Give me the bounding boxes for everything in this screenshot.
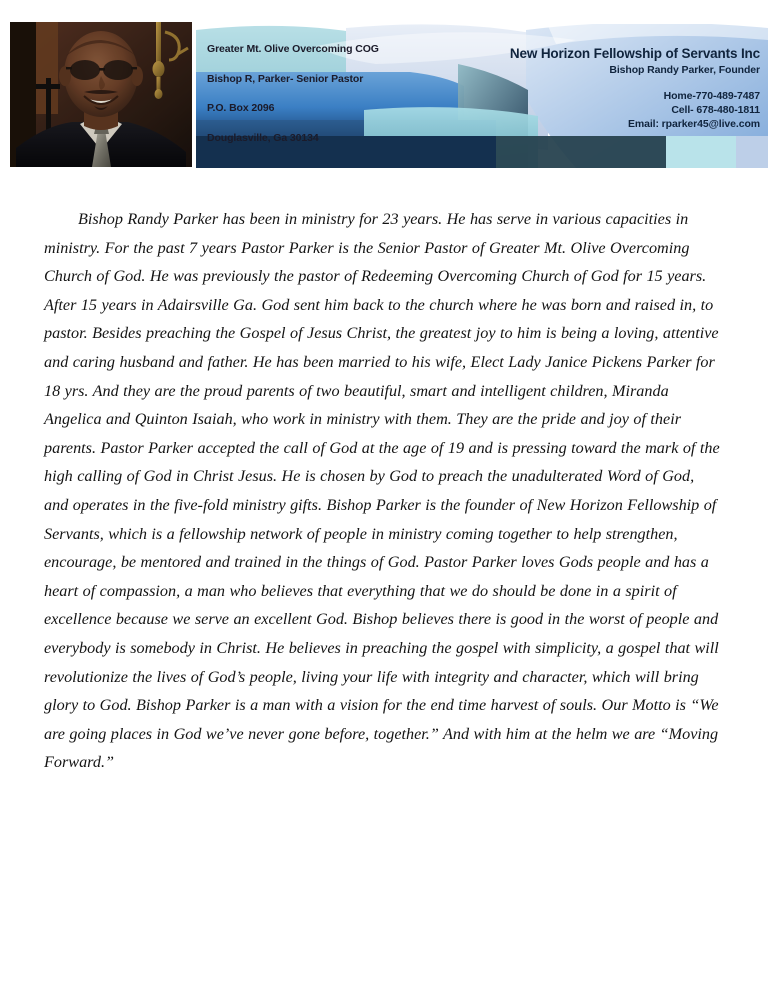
fellowship-contact-block [430, 46, 760, 132]
letterhead-text-layer [196, 24, 768, 168]
email-address[interactable]: Email: rparker45@live.com [627, 117, 760, 130]
bishop-portrait-photo [10, 22, 192, 167]
church-name: Greater Mt. Olive Overcoming COG [207, 43, 379, 55]
church-address-block [207, 44, 467, 162]
city-state-zip-line: Douglasville, Ga 30134 [207, 131, 319, 144]
letterhead-header [0, 22, 768, 168]
biography-paragraph: Bishop Randy Parker has been in ministry for 23 years. He has serve in various capacities in ministry. For the past 7 years Pastor Parker is the Senior Pastor of Greater Mt. Olive Overcoming Church of God. He was previously the pastor of Redeeming Overcoming Church of God for 15 years. After 15 years in Adairsville Ga. God sent him back to the church where he was born and raised in, to pastor. Besides preaching the Gospel of Jesus Christ, the greatest joy to him is being a loving, attentive and caring husband and father. He has been married to his wife, Elect Lady Janice Pickens Parker for 18 yrs. And they are the proud parents of two beautiful, smart and intelligent children, Miranda Angelica and Quinton Isaiah, who work in ministry with them. They are the pride and joy of their parents. Pastor Parker accepted the call of God at the age of 19 and is pressing toward the mark of the high calling of God in Christ Jesus. He is chosen by God to preach the unadulterated Word of God, and operates in the five-fold ministry gifts. Bishop Parker is the founder of New Horizon Fellowship of Servants, which is a fellowship network of people in ministry coming together to help strengthen, encourage, be mentored and trained in the things of God. Pastor Parker loves Gods people and has a heart of compassion, a man who believes that everything that we do should be done in a spirit of excellence because we serve an excellent God. Bishop believes there is good in the worst of people and everybody is somebody in Christ. He believes in preaching the gospel with simplicity, a gospel that will revolutionize the lives of God’s people, living your life with integrity and character, which will bring glory to God. Bishop Parker is a man with a vision for the end time harvest of souls. Our Motto is “We are going places in God we’ve never gone before, together.” And with him at the helm we are “Moving Forward.” [44, 210, 720, 772]
cell-phone: Cell- 678-480-1811 [671, 104, 760, 117]
po-box-line: P.O. Box 2096 [207, 102, 275, 114]
fellowship-founder: Bishop Randy Parker, Founder [609, 64, 760, 77]
home-phone: Home-770-489-7487 [663, 90, 760, 103]
fellowship-name: New Horizon Fellowship of Servants Inc [509, 46, 760, 61]
contact-details [430, 90, 760, 130]
senior-pastor-line: Bishop R, Parker- Senior Pastor [207, 72, 364, 85]
letterhead-wave-banner [196, 24, 768, 168]
